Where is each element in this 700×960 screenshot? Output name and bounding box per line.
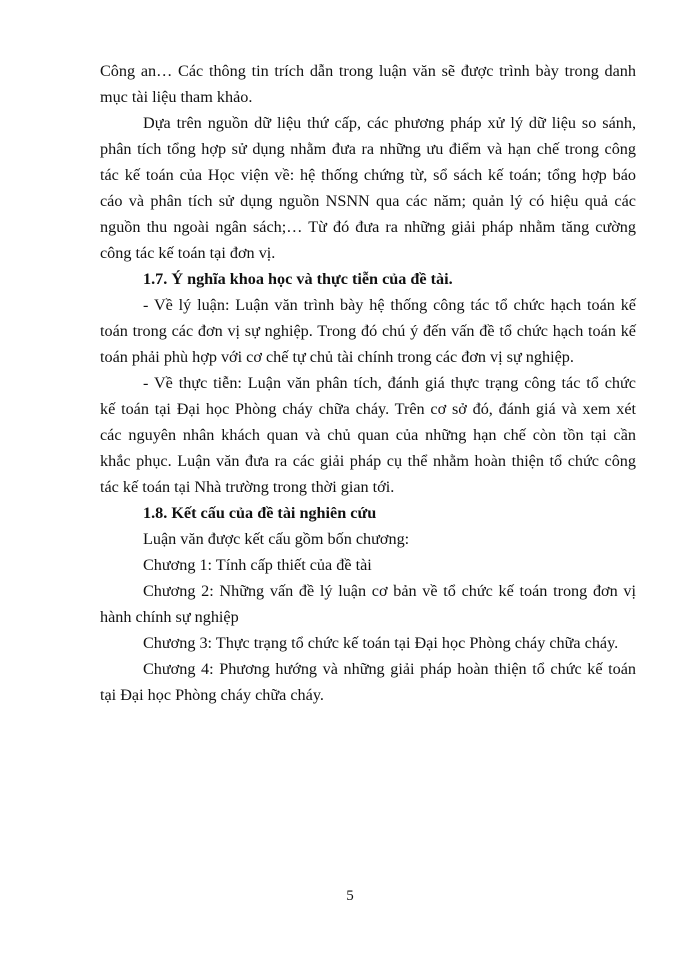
paragraph-citation-note — [100, 58, 636, 110]
heading-1-8: 1.8. Kết cấu của đề tài nghiên cứu — [143, 504, 377, 522]
text-line: các nguyên nhân khách quan và chủ quan của những hạn chế còn tồn tại cần — [100, 426, 636, 444]
text-line: Dựa trên nguồn dữ liệu thứ cấp, các phương pháp xử lý dữ liệu so sánh, — [143, 114, 636, 132]
text-line: toán phải phù hợp với cơ chế tự chủ tài chính trong các đơn vị sự nghiệp. — [100, 348, 574, 366]
text-line: mục tài liệu tham khảo. — [100, 88, 253, 106]
chapter-4-item — [100, 656, 636, 708]
text-line: nguồn thu ngoài ngân sách;… Từ đó đưa ra những giải pháp nhằm tăng cường — [100, 218, 636, 236]
text-line: phân tích tổng hợp sử dụng nhằm đưa ra những ưu điểm và hạn chế trong công — [100, 140, 636, 158]
page-number: 5 — [346, 888, 354, 904]
text-line: hành chính sự nghiệp — [100, 608, 239, 626]
text-line: Chương 4: Phương hướng và những giải pháp hoàn thiện tổ chức kế toán — [143, 660, 636, 678]
text-line: tác kế toán tại Nhà trường trong thời gian tới. — [100, 478, 395, 496]
text-line: - Về thực tiễn: Luận văn phân tích, đánh giá thực trạng công tác tổ chức — [143, 374, 636, 392]
text-line: Chương 2: Những vấn đề lý luận cơ bản về tổ chức kế toán trong đơn vị — [143, 582, 636, 600]
paragraph-practice — [100, 370, 636, 500]
text-line: tác kế toán của Học viện về: hệ thống chứng từ, sổ sách kế toán; tổng hợp báo — [100, 166, 636, 184]
text-line: Công an… Các thông tin trích dẫn trong luận văn sẽ được trình bày trong danh — [100, 62, 636, 80]
text-line: - Về lý luận: Luận văn trình bày hệ thống công tác tổ chức hạch toán kế — [143, 296, 636, 314]
chapter-2-item — [100, 578, 636, 630]
paragraph-theory — [100, 292, 636, 370]
text-line: công tác kế toán tại đơn vị. — [100, 244, 276, 262]
text-line: tại Đại học Phòng cháy chữa cháy. — [100, 686, 324, 704]
chapter-3-item: Chương 3: Thực trạng tổ chức kế toán tại Đại học Phòng cháy chữa cháy. — [143, 634, 619, 652]
text-line: toán trong các đơn vị sự nghiệp. Trong đó chú ý đến vấn đề tổ chức hạch toán kế — [100, 322, 636, 340]
heading-1-7: 1.7. Ý nghĩa khoa học và thực tiễn của đề tài. — [143, 270, 453, 288]
chapter-1-item: Chương 1: Tính cấp thiết của đề tài — [143, 556, 372, 574]
paragraph-structure-intro: Luận văn được kết cấu gồm bốn chương: — [143, 530, 410, 548]
text-line: khắc phục. Luận văn đưa ra các giải pháp cụ thể nhằm hoàn thiện tổ chức công — [100, 452, 636, 470]
document-body — [100, 58, 636, 708]
text-line: kế toán tại Đại học Phòng cháy chữa cháy. Trên cơ sở đó, đánh giá và xem xét — [100, 400, 636, 418]
paragraph-secondary-data — [100, 110, 636, 266]
text-line: cáo và phân tích sử dụng nguồn NSNN qua các năm; quản lý có hiệu quả các — [100, 192, 636, 210]
